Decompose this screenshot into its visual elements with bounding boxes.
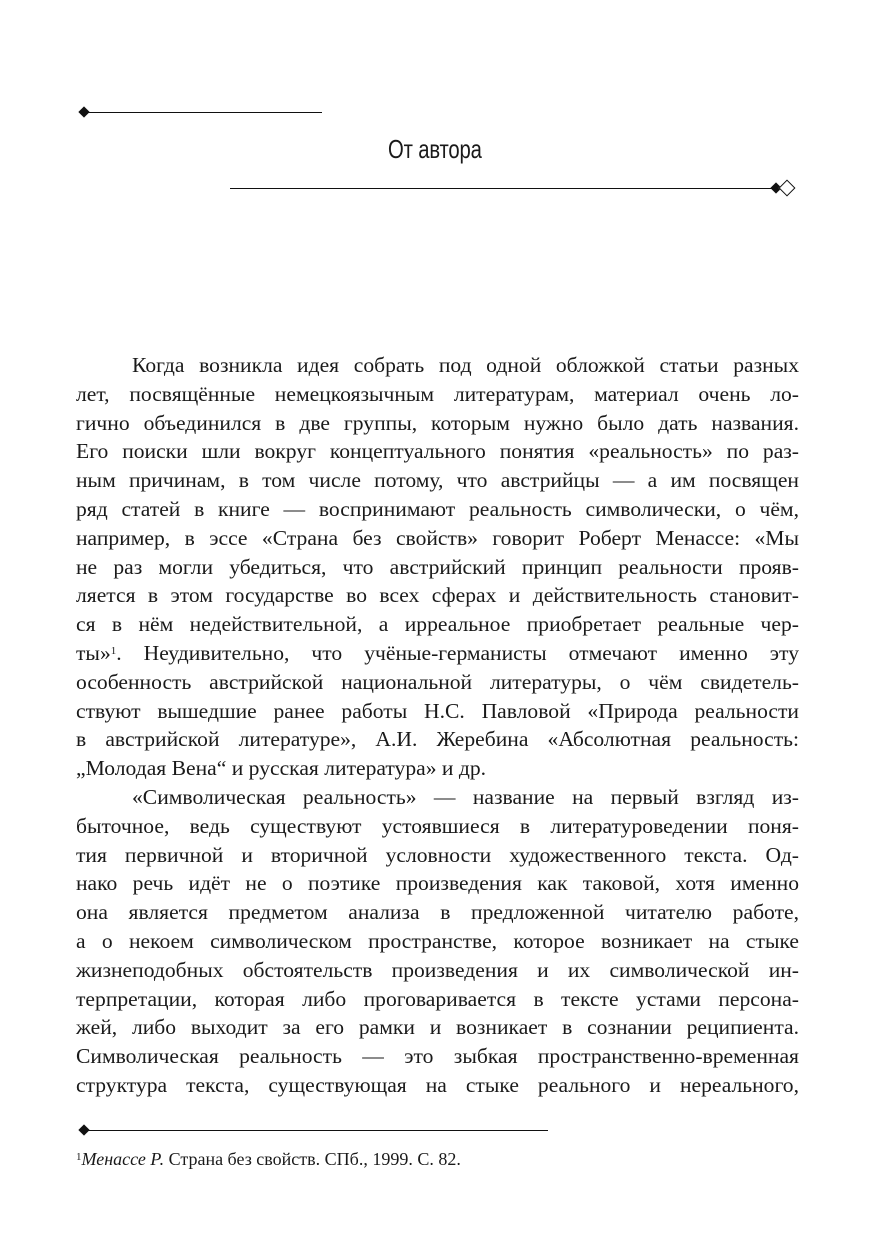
text-line: тия первичной и вторичной условности художественного текста. Од- <box>76 842 799 867</box>
footnote <box>76 1148 461 1170</box>
ornament-rule-bottom <box>230 188 778 189</box>
text-line: ляется в этом государстве во всех сферах и действительность становит- <box>76 583 799 608</box>
text-line: не раз могли убедиться, что австрийский принцип реальности прояв- <box>76 554 799 579</box>
text-line: терпретации, которая либо проговаривается в тексте устами персона- <box>76 986 799 1011</box>
footnote-text: Страна без свойств. СПб., 1999. С. 82. <box>164 1149 461 1169</box>
ornament-rule-top <box>86 112 322 113</box>
text-line: ствуют вышедшие ранее работы Н.С. Павловой «Природа реальности <box>76 698 799 723</box>
text-fragment: ты» <box>76 640 111 665</box>
footnote-marker[interactable]: 1 <box>110 644 117 657</box>
text-fragment: . Неудивительно, что учёные-германисты отмечают именно эту <box>116 640 799 665</box>
ornament-diamond-right-open <box>779 180 796 197</box>
text-line: быточное, ведь существуют устоявшиеся в литературоведении поня- <box>76 813 799 838</box>
footnote-author: Менассе Р. <box>81 1149 165 1169</box>
text-line: структура текста, существующая на стыке реального и нереального, <box>76 1072 799 1097</box>
text-line: Его поиски шли вокруг концептуального понятия «реальность» по раз- <box>76 439 799 464</box>
body-text <box>76 351 799 1100</box>
page-title: От автора <box>388 134 482 164</box>
text-line: Символическая реальность — это зыбкая пространственно-временная <box>76 1044 799 1069</box>
text-line: ным причинам, в том числе потому, что австрийцы — а им посвящен <box>76 468 799 493</box>
text-line-with-footnote <box>76 639 799 668</box>
text-line: «Символическая реальность» — название на первый взгляд из- <box>132 784 799 809</box>
text-line: Когда возникла идея собрать под одной обложкой статьи разных <box>132 353 799 377</box>
text-line: лет, посвящённые немецкоязычным литературам, материал очень ло- <box>76 381 799 406</box>
text-line: ся в нём недействительной, а ирреальное приобретает реальные чер- <box>76 612 799 637</box>
text-line: особенность австрийской национальной литературы, о чём свидетель- <box>76 669 799 694</box>
text-line: в австрийской литературе», А.И. Жеребина «Абсолютная реальность: <box>76 727 799 752</box>
footnote-number: 1 <box>76 1151 82 1163</box>
text-line: например, в эссе «Страна без свойств» говорит Роберт Менассе: «Мы <box>76 525 799 550</box>
text-line: жизнеподобных обстоятельств произведения и их символической ин- <box>76 957 799 982</box>
footnote-separator <box>86 1130 548 1131</box>
text-line: она является предметом анализа в предложенной читателю работе, <box>76 900 799 925</box>
text-line: нако речь идёт не о поэтике произведения как таковой, хотя именно <box>76 871 799 896</box>
text-line: а о некоем символическом пространстве, которое возникает на стыке <box>76 928 799 953</box>
text-line: „Молодая Вена“ и русская литература» и др. <box>76 756 487 781</box>
text-line: гично объединился в две группы, которым нужно было дать названия. <box>76 410 799 435</box>
text-line: жей, либо выходит за его рамки и возникает в сознании реципиента. <box>76 1015 799 1040</box>
text-line: ряд статей в книге — воспринимают реальность символически, о чём, <box>76 496 799 521</box>
